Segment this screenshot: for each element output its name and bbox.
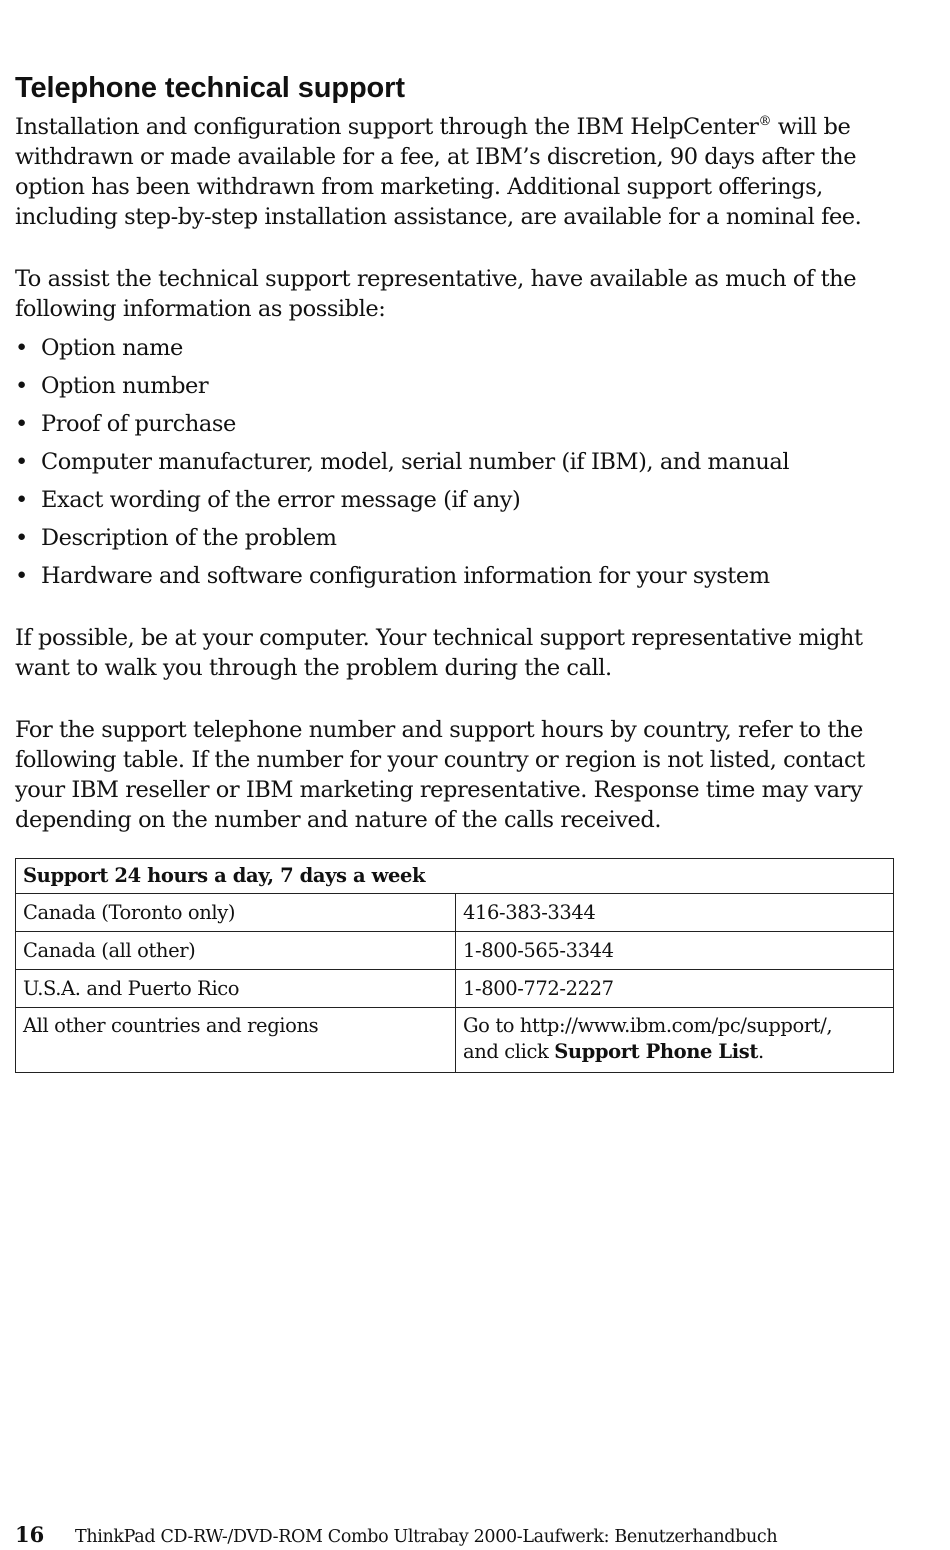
intro-line-1: [15, 112, 861, 142]
table-header: Support 24 hours a day, 7 days a week: [16, 859, 894, 894]
page-footer: [15, 1522, 777, 1547]
at-computer-line-2: want to walk you through the problem during the call.: [15, 655, 612, 681]
region-cell: Canada (all other): [16, 932, 456, 970]
list-item-text: Exact wording of the error message (if any): [41, 487, 521, 513]
table-row: [16, 970, 894, 1008]
phone-number-cell: 416-383-3344: [456, 894, 894, 932]
table-intro-line-3: your IBM reseller or IBM marketing representative. Response time may vary: [15, 777, 863, 803]
instruction-suffix: .: [757, 1040, 764, 1063]
list-item-text: Hardware and software configuration information for your system: [41, 563, 770, 589]
support-phone-list-label: Support Phone List: [554, 1040, 758, 1063]
at-computer-line-1: If possible, be at your computer. Your technical support representative might: [15, 625, 863, 651]
page-content: [15, 0, 895, 1550]
intro-line-1-tail: will be: [771, 114, 851, 140]
table-intro-line-1: For the support telephone number and support hours by country, refer to the: [15, 717, 863, 743]
phone-table-intro-paragraph: [15, 715, 865, 835]
bullet-icon: •: [15, 411, 28, 437]
intro-line-3: option has been withdrawn from marketing. Additional support offerings,: [15, 174, 823, 200]
book-title: ThinkPad CD-RW-/DVD-ROM Combo Ultrabay 2000-Laufwerk: Benutzerhandbuch: [75, 1527, 778, 1547]
list-item: [15, 330, 789, 368]
intro-line-2: withdrawn or made available for a fee, at IBM’s discretion, 90 days after the: [15, 144, 857, 170]
table-header-row: [16, 859, 894, 894]
registered-mark: ®: [758, 114, 772, 129]
section-heading: Telephone technical support: [15, 72, 405, 104]
intro-line-4: including step-by-step installation assistance, are available for a nominal fee.: [15, 204, 862, 230]
list-item-text: Option name: [41, 335, 183, 361]
list-item: [15, 558, 789, 596]
bullet-icon: •: [15, 487, 28, 513]
bullet-icon: •: [15, 449, 28, 475]
table-row: [16, 894, 894, 932]
at-computer-paragraph: [15, 623, 863, 683]
region-cell: All other countries and regions: [16, 1008, 456, 1073]
list-item: [15, 406, 789, 444]
phone-number-cell: 1-800-565-3344: [456, 932, 894, 970]
region-cell: U.S.A. and Puerto Rico: [16, 970, 456, 1008]
bullet-icon: •: [15, 525, 28, 551]
assist-line-1: To assist the technical support representative, have available as much of the: [15, 266, 857, 292]
list-item: [15, 520, 789, 558]
table-row: [16, 1008, 894, 1073]
assist-line-2: following information as possible:: [15, 296, 386, 322]
intro-line-1-text: Installation and configuration support through the IBM HelpCenter: [15, 114, 759, 140]
info-checklist: [15, 330, 789, 596]
assist-paragraph: [15, 264, 856, 324]
list-item-text: Description of the problem: [41, 525, 337, 551]
list-item-text: Option number: [41, 373, 209, 399]
bullet-icon: •: [15, 563, 28, 589]
list-item: [15, 368, 789, 406]
support-url-cell: [456, 1008, 894, 1073]
intro-paragraph: [15, 112, 861, 232]
list-item-text: Proof of purchase: [41, 411, 236, 437]
page-number: 16: [15, 1522, 45, 1547]
list-item: [15, 444, 789, 482]
support-phone-list-instruction: [463, 1039, 886, 1065]
region-cell: Canada (Toronto only): [16, 894, 456, 932]
list-item: [15, 482, 789, 520]
instruction-prefix: and click: [463, 1040, 555, 1063]
table-intro-line-4: depending on the number and nature of the calls received.: [15, 807, 662, 833]
bullet-icon: •: [15, 335, 28, 361]
support-url-link[interactable]: Go to http://www.ibm.com/pc/support/,: [463, 1014, 833, 1037]
table-intro-line-2: following table. If the number for your country or region is not listed, contact: [15, 747, 865, 773]
support-phone-table: [15, 858, 894, 1073]
phone-number-cell: 1-800-772-2227: [456, 970, 894, 1008]
table-row: [16, 932, 894, 970]
bullet-icon: •: [15, 373, 28, 399]
list-item-text: Computer manufacturer, model, serial number (if IBM), and manual: [41, 449, 790, 475]
